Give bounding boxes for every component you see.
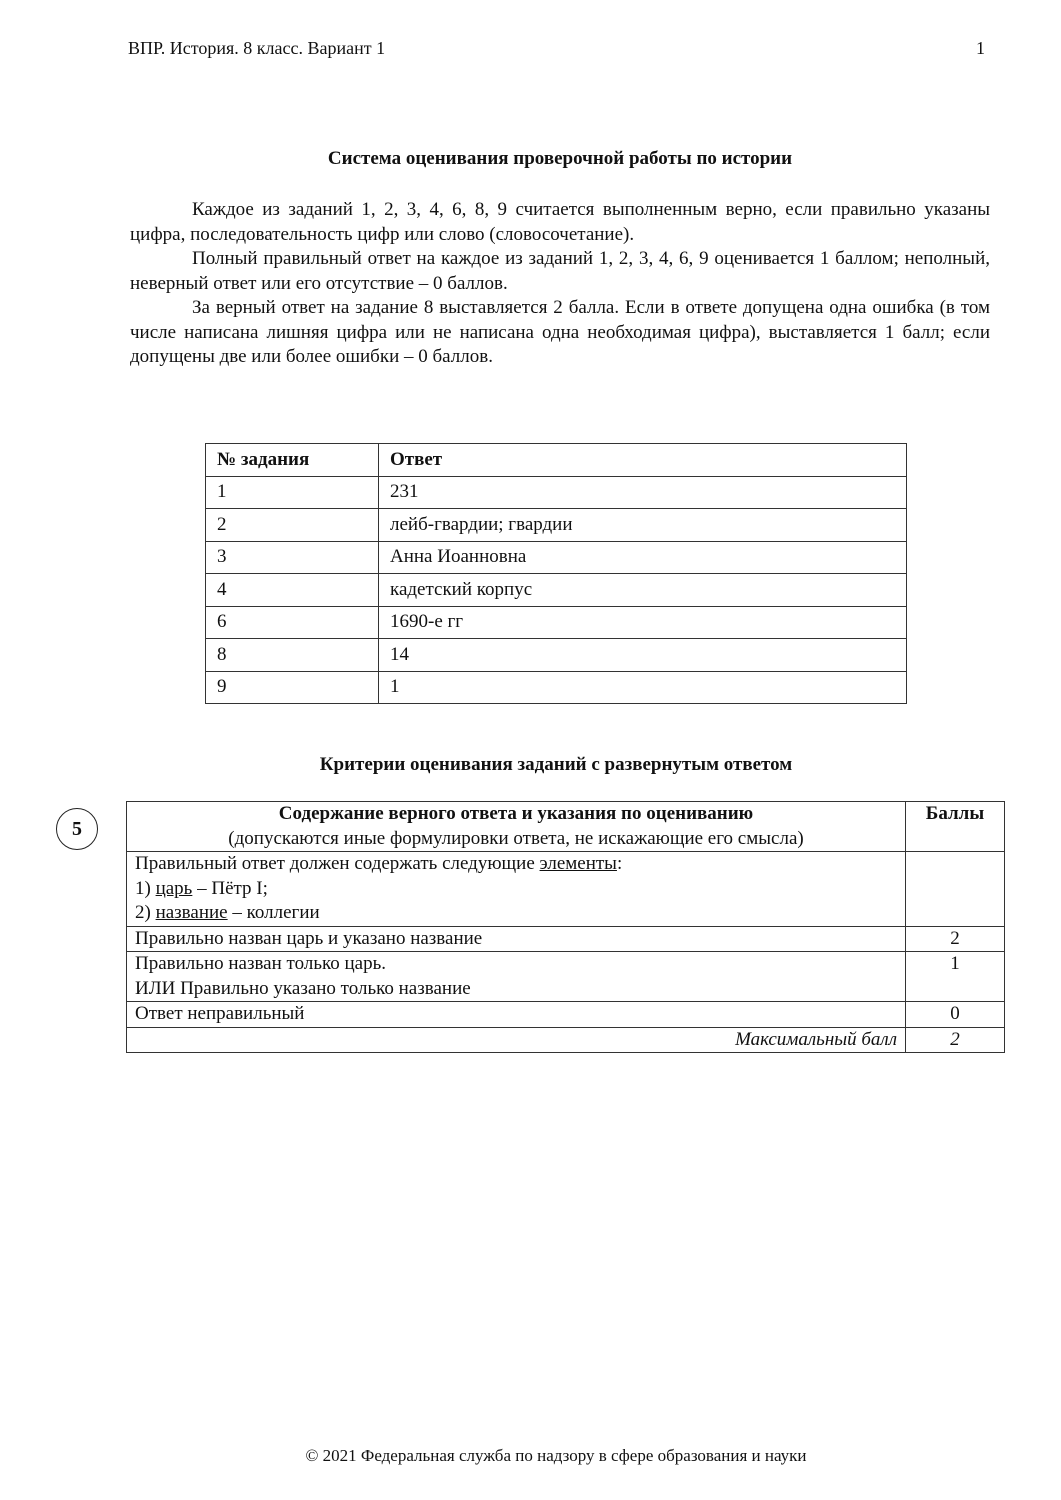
criteria-header-content: [127, 802, 906, 852]
criteria-row: [127, 926, 1005, 952]
criteria-points: 2: [906, 926, 1005, 952]
intro-underlined: элементы: [539, 853, 617, 874]
rule-paragraph: За верный ответ на задание 8 выставляется 2 балла. Если в ответе допущена одна ошибка (в том числе написана лишняя цифра или не написана одна необходимая цифра), выставляется 1 балл; если допущены две или более ошибки – 0 баллов.: [130, 297, 990, 367]
element-label: царь: [155, 877, 193, 899]
answer-element-2: [135, 901, 897, 926]
criteria-header-row: [127, 802, 1005, 852]
document-header-title: ВПР. История. 8 класс. Вариант 1: [128, 38, 386, 58]
criteria-header-sub: (допускаются иные формулировки ответа, не искажающие его смысла): [228, 827, 804, 849]
criteria-text: Правильно назван царь и указано название: [127, 926, 906, 952]
task-number-cell: 6: [206, 606, 379, 639]
table-header-row: [206, 444, 907, 477]
max-score-value: 2: [906, 1027, 1005, 1053]
answer-cell: 231: [379, 476, 907, 509]
table-row: [206, 509, 907, 542]
element-label: название: [155, 902, 228, 923]
answer-cell: Анна Иоанновна: [379, 541, 907, 574]
answer-content-cell: [127, 852, 906, 927]
table-row: [206, 574, 907, 607]
criteria-text-alt: ИЛИ Правильно указано только название: [135, 977, 471, 999]
table-row: [206, 671, 907, 704]
criteria-row: [127, 1002, 1005, 1028]
answer-cell: лейб-гвардии; гвардии: [379, 509, 907, 542]
criteria-header-main: Содержание верного ответа и указания по оцениванию: [278, 803, 754, 824]
element-number: 2): [135, 902, 156, 923]
answer-content-row: [127, 852, 1005, 927]
criteria-table: [126, 801, 1005, 1053]
page-number: 1: [976, 38, 985, 58]
task-number-cell: 3: [206, 541, 379, 574]
answer-cell: кадетский корпус: [379, 574, 907, 607]
criteria-points: 0: [906, 1002, 1005, 1028]
criteria-header-points: Баллы: [906, 802, 1005, 852]
task-number-badge: 5: [56, 808, 98, 850]
answer-intro: [135, 852, 897, 877]
task-number-cell: 4: [206, 574, 379, 607]
answer-cell: 1: [379, 671, 907, 704]
criteria-text-cell: [127, 952, 906, 1002]
rule-paragraph: Полный правильный ответ на каждое из заданий 1, 2, 3, 4, 6, 9 оценивается 1 баллом; неполный, неверный ответ или его отсутствие – 0 баллов.: [130, 248, 990, 294]
column-header-task-number: № задания: [206, 444, 379, 477]
element-value: – Пётр I;: [192, 877, 268, 899]
task-number-cell: 9: [206, 671, 379, 704]
table-row: [206, 541, 907, 574]
element-value: – коллегии: [227, 902, 320, 923]
criteria-text: Правильно назван только царь.: [135, 953, 387, 974]
task-number-cell: 1: [206, 476, 379, 509]
answer-element-1: [135, 877, 897, 902]
intro-suffix: :: [616, 853, 623, 874]
rule-paragraph: Каждое из заданий 1, 2, 3, 4, 6, 8, 9 считается выполненным верно, если правильно указаны цифра, последовательность цифр или слово (словосочетание).: [130, 199, 990, 245]
answers-table: [205, 443, 907, 704]
criteria-row: [127, 952, 1005, 1002]
criteria-points: 1: [906, 952, 1005, 1002]
section-title-grading-system: Система оценивания проверочной работы по истории: [327, 148, 793, 169]
task-number-cell: 2: [206, 509, 379, 542]
answer-cell: 1690-е гг: [379, 606, 907, 639]
element-number: 1): [135, 877, 156, 899]
task-number-cell: 8: [206, 639, 379, 672]
column-header-answer: Ответ: [379, 444, 907, 477]
table-row: [206, 606, 907, 639]
max-score-row: [127, 1027, 1005, 1053]
intro-text: Правильный ответ должен содержать следующие: [135, 853, 540, 874]
table-row: [206, 476, 907, 509]
section-title-criteria: Критерии оценивания заданий с развернутым ответом: [319, 754, 793, 775]
answer-cell: 14: [379, 639, 907, 672]
table-row: [206, 639, 907, 672]
criteria-text: Ответ неправильный: [127, 1002, 906, 1028]
grading-rules: [130, 198, 990, 370]
copyright-footer: © 2021 Федеральная служба по надзору в сфере образования и науки: [305, 1446, 807, 1465]
answer-content-points: [906, 852, 1005, 927]
max-score-label: Максимальный балл: [127, 1027, 906, 1053]
